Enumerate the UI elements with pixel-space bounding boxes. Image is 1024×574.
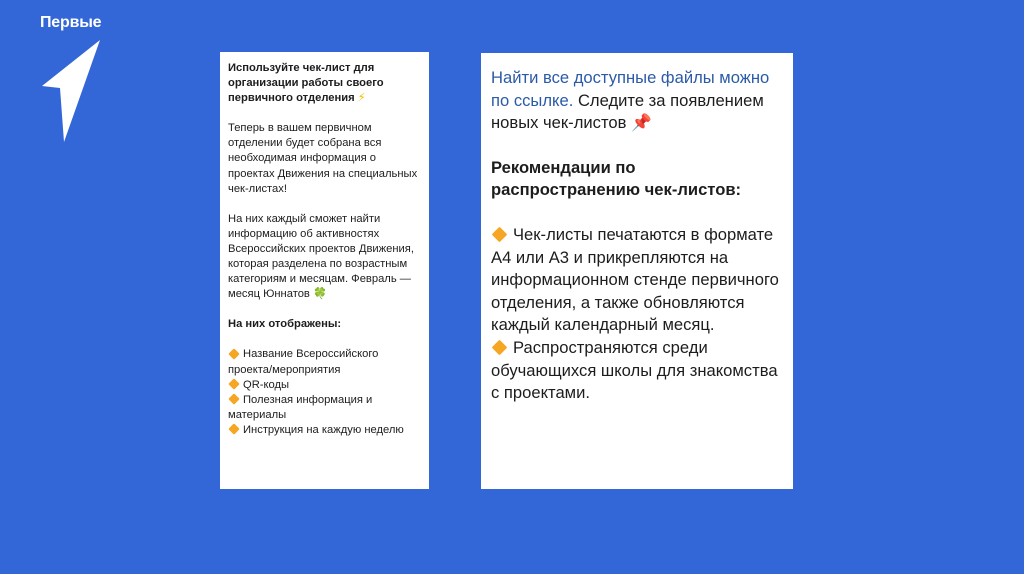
right-heading: Рекомендации по распространению чек-листов: — [491, 157, 742, 200]
list-item: Название Всероссийского проекта/мероприятия — [228, 348, 379, 376]
logo-text: Первые — [40, 14, 102, 31]
diamond-icon — [228, 424, 239, 435]
files-paragraph: Найти все доступные файлы можно по ссылке. Следите за появлением новых чек-листов 📌 — [491, 67, 783, 135]
diamond-icon — [228, 378, 239, 389]
recommendations-card — [481, 53, 793, 489]
left-para-2: На них каждый сможет найти информацию об активностях Всероссийских проектов Движения, которая разделена по возрастным категориям и месяцам. Февраль — месяц Юннатов 🍀 — [228, 212, 421, 303]
left-para-1: Теперь в вашем первичном отделении будет собрана вся необходимая информация о проектах Движения на специальных чек-листах! — [228, 122, 418, 195]
left-heading: Используйте чек-лист для организации работы своего первичного отделения ⚡ — [228, 61, 421, 106]
diamond-icon — [228, 348, 239, 359]
left-list-heading: На них отображены: — [228, 318, 342, 331]
list-item: Чек-листы печатаются в формате А4 или А3 и прикрепляются на информационном стенде первичного отделения, а также обновляются каждый календарный месяц. — [491, 224, 779, 335]
checklist-info-card — [220, 52, 429, 489]
diamond-icon — [492, 340, 508, 356]
logo-arrow-icon — [40, 36, 102, 142]
list-item: Распространяются среди обучающихся школы для знакомства с проектами. — [491, 337, 778, 403]
diamond-icon — [492, 227, 508, 243]
pushpin-icon: 📌 — [631, 113, 652, 133]
list-item: Полезная информация и материалы — [228, 393, 373, 421]
list-item: QR-коды — [228, 378, 421, 393]
logo — [40, 14, 110, 144]
diamond-icon — [228, 394, 239, 405]
files-link[interactable]: Найти все доступные файлы можно по ссылке. — [491, 68, 770, 110]
list-item: Инструкция на каждую неделю — [228, 423, 421, 438]
lightning-icon: ⚡ — [357, 92, 366, 105]
clover-icon: 🍀 — [313, 288, 327, 301]
